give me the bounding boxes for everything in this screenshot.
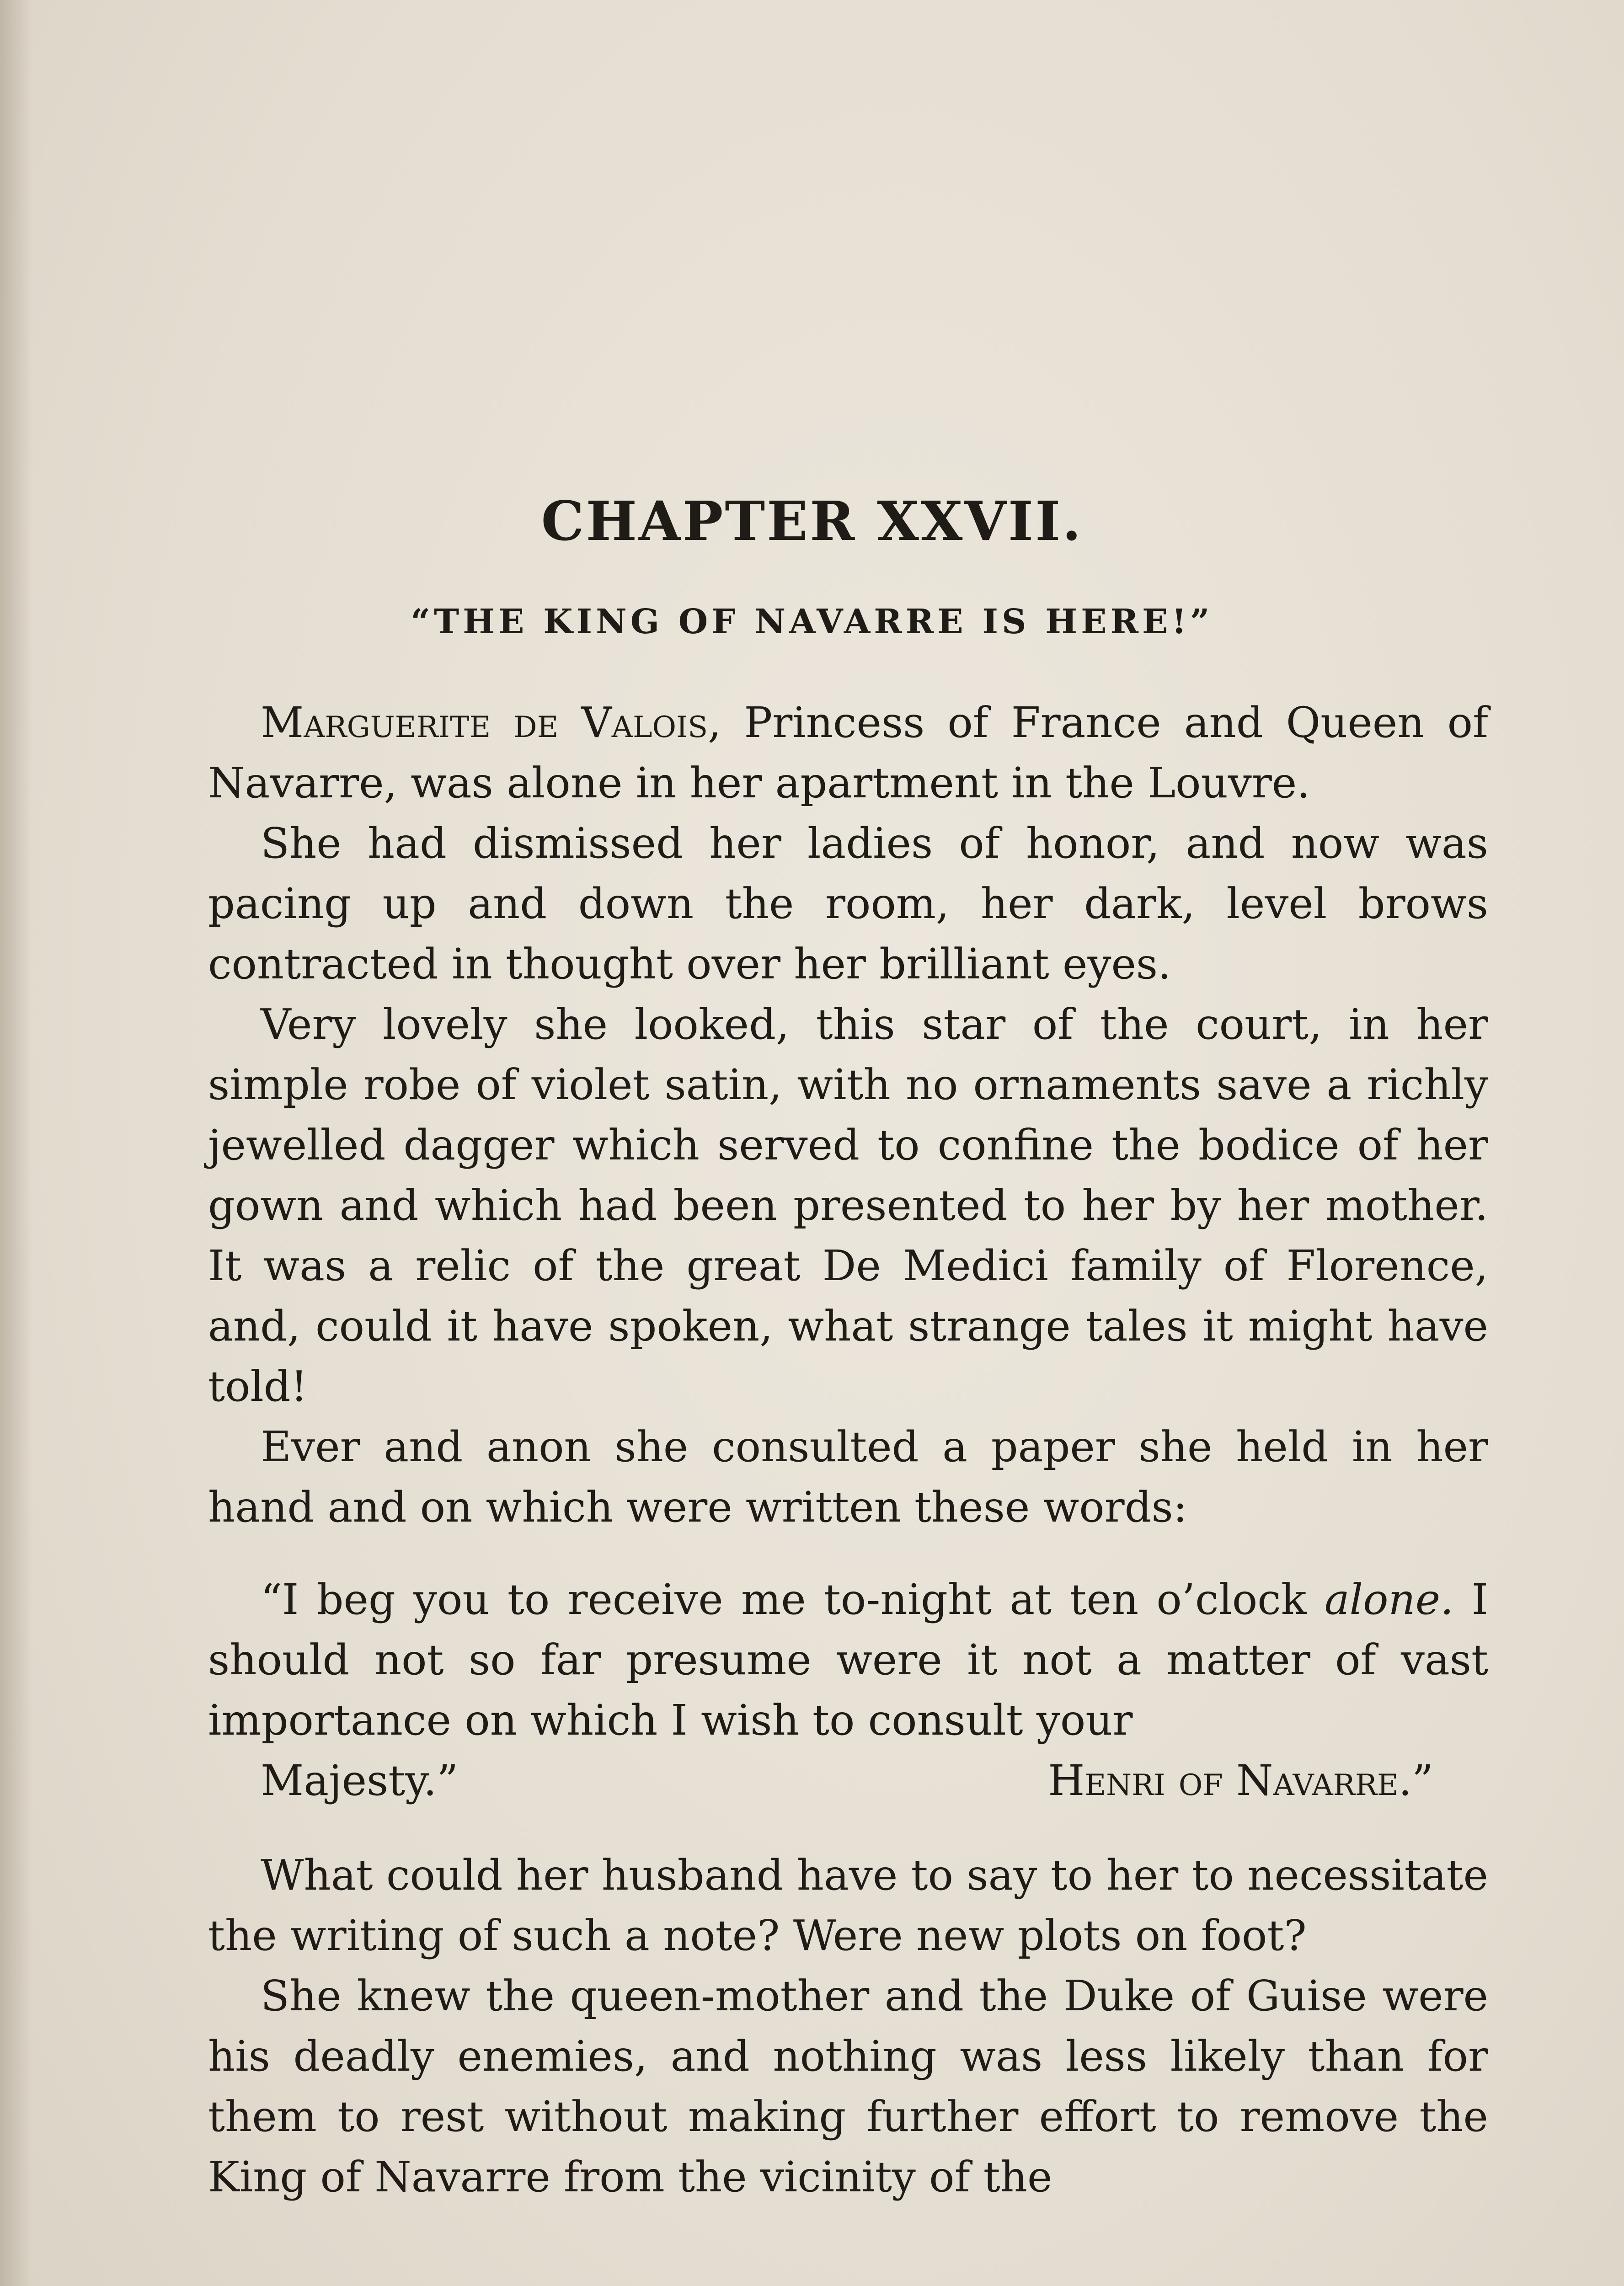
body-text: [208, 693, 1488, 2207]
paragraph-1: [208, 693, 1488, 813]
letter-signature: Henri of Navarre.”: [1048, 1756, 1433, 1805]
paragraph-5: What could her husband have to say to her to necessitate the writing of such a note? Were new plots on foot?: [208, 1851, 1488, 1960]
letter-open: “I beg you to receive me to-night at ten o’clock: [261, 1575, 1325, 1624]
page-gutter-shadow: [0, 0, 32, 2286]
letter-closing: Majesty.”: [261, 1756, 459, 1805]
quoted-letter: [208, 1570, 1488, 1811]
letter-signoff: [208, 1751, 1488, 1811]
chapter-subtitle: “THE KING OF NAVARRE IS HERE!”: [411, 602, 1213, 641]
chapter-title: CHAPTER XXVII.: [541, 489, 1083, 553]
paragraph-lead: Marguerite de Valois,: [261, 698, 721, 747]
letter-text: I should not so far presume were it not a matter of vast importance on which I wish to consult your: [208, 1575, 1488, 1745]
paragraph-2: She had dismissed her ladies of honor, and now was pacing up and down the room, her dark, level brows contracted in thought over her brilliant eyes.: [208, 819, 1488, 988]
paragraph-3: Very lovely she looked, this star of the court, in her simple robe of violet satin, with no ornaments save a richly jewelled dagger which served to confine the bodice of her gown and which had been presented to her by her mother. It was a relic of the great De Medici family of Florence, and, could it have spoken, what strange tales it might have told!: [208, 1000, 1488, 1411]
paragraph-6: She knew the queen-mother and the Duke of Guise were his deadly enemies, and nothing was less likely than for them to rest without making further effort to remove the King of Navarre from the vicinity of the: [208, 1971, 1488, 2201]
paragraph-text: Princess of France and Queen of Navarre, was alone in her apartment in the Louvre.: [208, 698, 1489, 807]
letter-emphasis: alone.: [1324, 1575, 1454, 1624]
paragraph-4: Ever and anon she consulted a paper she held in her hand and on which were written these words:: [208, 1422, 1488, 1532]
letter-body: [208, 1570, 1488, 1751]
